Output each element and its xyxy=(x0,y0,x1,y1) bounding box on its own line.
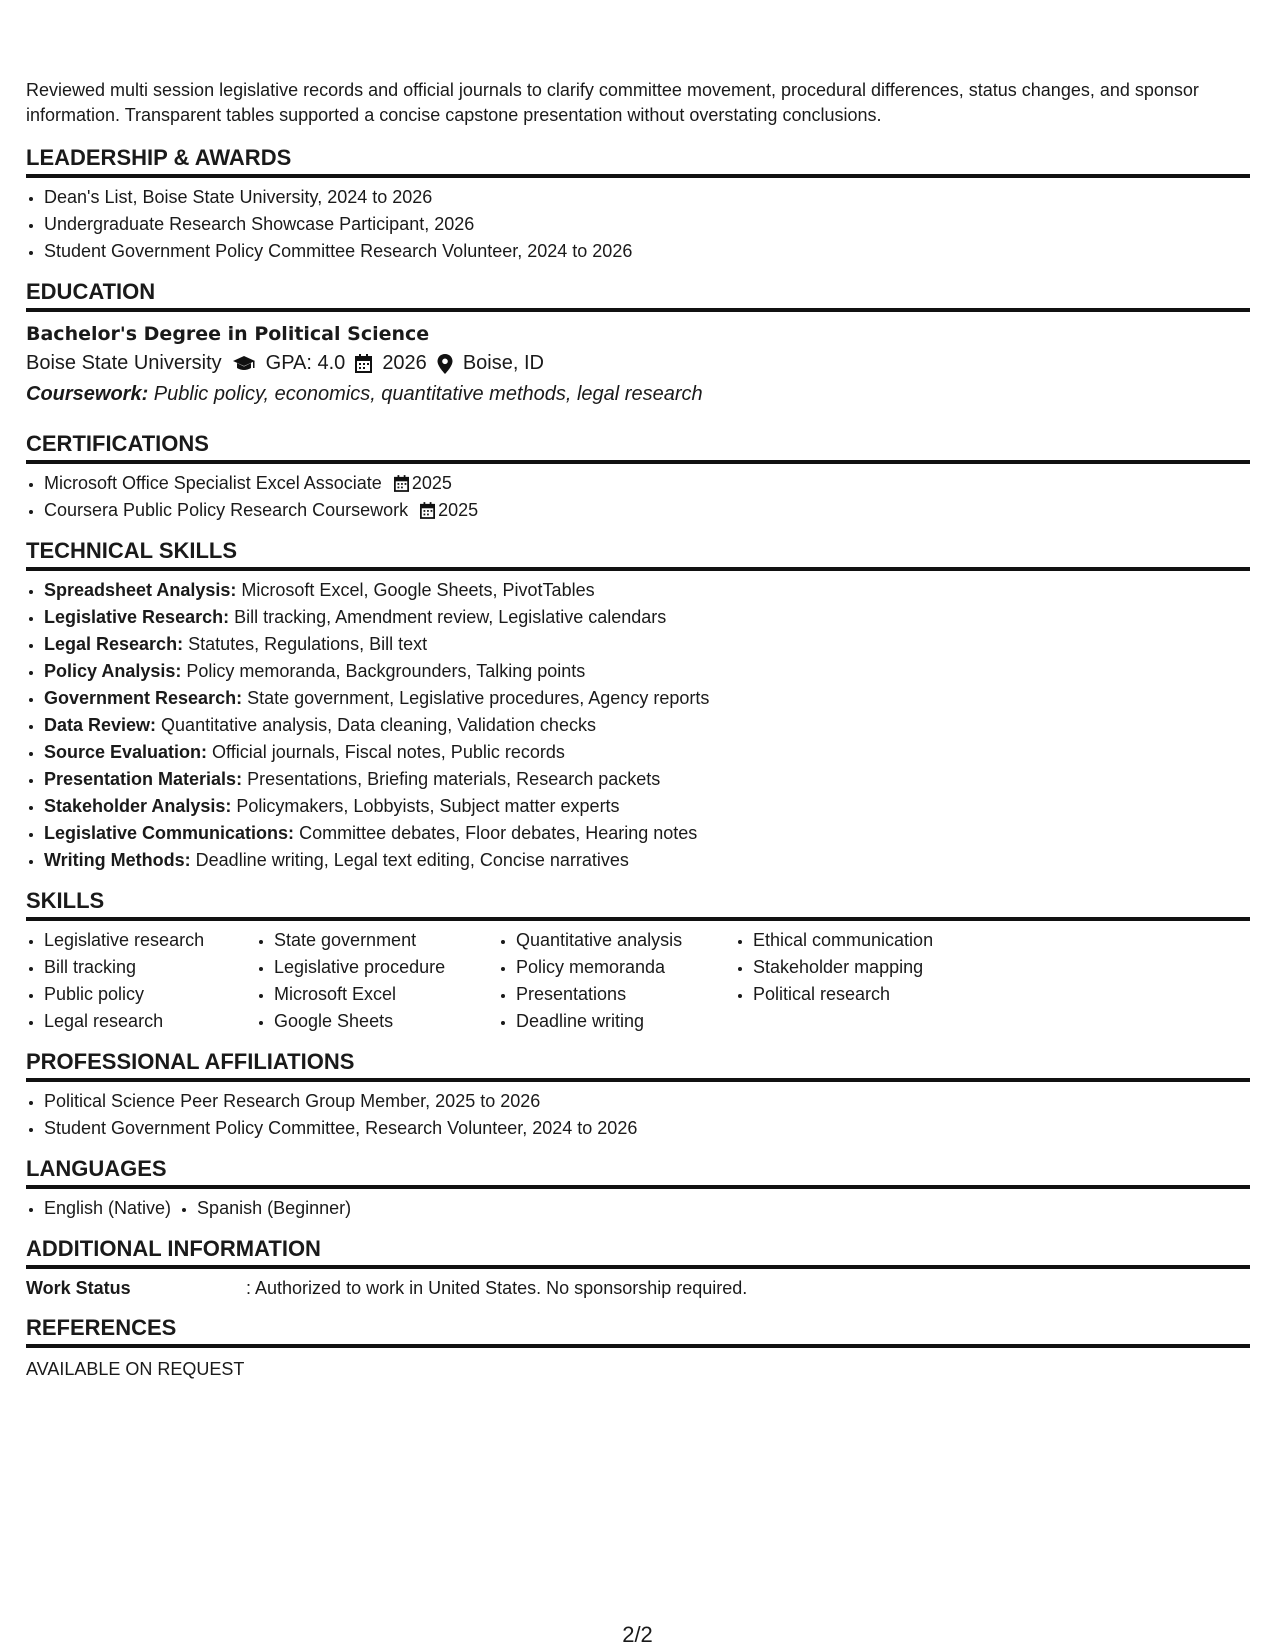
cert-name: • Coursera Public Policy Research Coursework xyxy=(44,500,409,520)
list-item: • Student Government Policy Committee Research Volunteer, 2024 to 2026 xyxy=(44,238,1250,265)
skill-values: Committee debates, Floor debates, Hearing notes xyxy=(294,823,698,843)
section-title: LEADERSHIP & AWARDS xyxy=(26,144,1250,178)
list-item xyxy=(44,470,1250,497)
list-item xyxy=(44,604,1250,631)
languages-section xyxy=(26,1155,1250,1222)
certifications-list xyxy=(26,470,1250,524)
section-title: REFERENCES xyxy=(26,1314,1250,1348)
list-item: • Undergraduate Research Showcase Participant, 2026 xyxy=(44,211,1250,238)
list-item: • Microsoft Excel xyxy=(274,981,498,1008)
list-item: • Spanish (Beginner) xyxy=(197,1195,351,1222)
skill-values: State government, Legislative procedures, Agency reports xyxy=(242,688,710,708)
skill-category: Legal Research: xyxy=(44,634,184,654)
resume-page xyxy=(26,78,1250,1395)
skill-category: Spreadsheet Analysis: xyxy=(44,580,237,600)
work-status-label: Work Status xyxy=(26,1278,131,1298)
list-item: • Political Science Peer Research Group Member, 2025 to 2026 xyxy=(44,1088,1250,1115)
list-item: • Presentations xyxy=(516,981,735,1008)
list-item: • Student Government Policy Committee, Research Volunteer, 2024 to 2026 xyxy=(44,1115,1250,1142)
school-name: Boise State University xyxy=(26,352,222,374)
location: Boise, ID xyxy=(462,352,544,374)
project-description: Reviewed multi session legislative records and official journals to clarify committee movement, procedural differences, status changes, and sponsor information. Transparent tables supported a concise capstone presentation without overstating conclusions. xyxy=(26,80,1199,125)
list-item xyxy=(44,685,1250,712)
section-title: EDUCATION xyxy=(26,278,1250,312)
list-item: • Policy memoranda xyxy=(516,954,735,981)
calendar-icon xyxy=(355,354,372,373)
skill-values: Quantitative analysis, Data cleaning, Validation checks xyxy=(156,715,596,735)
list-item xyxy=(44,766,1250,793)
list-item xyxy=(44,712,1250,739)
list-item: • Political research xyxy=(753,981,1013,1008)
section-title: CERTIFICATIONS xyxy=(26,430,1250,464)
skill-values: Presentations, Briefing materials, Research packets xyxy=(242,769,661,789)
list-item xyxy=(44,820,1250,847)
affiliations-list xyxy=(26,1088,1250,1142)
education-section xyxy=(26,278,1250,410)
coursework xyxy=(26,379,1250,410)
degree-title: Bachelor's Degree in Political Science xyxy=(26,323,430,345)
list-item xyxy=(44,739,1250,766)
skill-category: Writing Methods: xyxy=(44,850,191,870)
skills-column xyxy=(256,927,498,1035)
technical-skills-list xyxy=(26,577,1250,874)
list-item: • Stakeholder mapping xyxy=(753,954,1013,981)
list-item xyxy=(44,793,1250,820)
skills-grid xyxy=(26,927,1250,1035)
cert-name: • Microsoft Office Specialist Excel Associate xyxy=(44,473,382,493)
list-item: • Ethical communication xyxy=(753,927,1013,954)
list-item: • Dean's List, Boise State University, 2024 to 2026 xyxy=(44,184,1250,211)
list-item: • State government xyxy=(274,927,498,954)
affiliations-section xyxy=(26,1048,1250,1142)
list-item: • Legislative procedure xyxy=(274,954,498,981)
section-title: PROFESSIONAL AFFILIATIONS xyxy=(26,1048,1250,1082)
list-item xyxy=(44,631,1250,658)
technical-skills-section xyxy=(26,537,1250,874)
skills-section xyxy=(26,887,1250,1035)
references-section xyxy=(26,1314,1250,1382)
additional-info-section xyxy=(26,1235,1250,1301)
gpa: GPA: 4.0 xyxy=(265,352,346,374)
list-item: • Public policy xyxy=(44,981,256,1008)
list-item: • Bill tracking xyxy=(44,954,256,981)
languages-list xyxy=(26,1195,1250,1222)
section-title: TECHNICAL SKILLS xyxy=(26,537,1250,571)
list-item xyxy=(44,577,1250,604)
section-title: LANGUAGES xyxy=(26,1155,1250,1189)
page-indicator: 2/2 xyxy=(622,1622,653,1647)
list-item: • Legislative research xyxy=(44,927,256,954)
references-text: AVAILABLE ON REQUEST xyxy=(26,1359,245,1379)
cert-year: 2025 xyxy=(411,473,452,493)
list-item: • Deadline writing xyxy=(516,1008,735,1035)
coursework-label: Coursework: xyxy=(26,383,149,405)
list-item xyxy=(44,847,1250,874)
list-item: • Google Sheets xyxy=(274,1008,498,1035)
list-item xyxy=(44,497,1250,524)
leadership-list xyxy=(26,184,1250,265)
graduation-cap-icon xyxy=(232,355,256,373)
skill-values: Policy memoranda, Backgrounders, Talking points xyxy=(181,661,586,681)
map-pin-icon xyxy=(437,354,453,374)
degree-details xyxy=(26,348,1250,379)
list-item: • Quantitative analysis xyxy=(516,927,735,954)
skill-category: Legislative Communications: xyxy=(44,823,295,843)
skill-category: Presentation Materials: xyxy=(44,769,243,789)
skill-category: Policy Analysis: xyxy=(44,661,182,681)
skill-values: Policymakers, Lobbyists, Subject matter experts xyxy=(231,796,620,816)
skills-column xyxy=(735,927,1013,1035)
calendar-icon xyxy=(394,475,409,492)
skill-values: Deadline writing, Legal text editing, Concise narratives xyxy=(190,850,629,870)
work-status-row xyxy=(26,1276,1250,1301)
calendar-icon xyxy=(420,502,435,519)
cert-year: 2025 xyxy=(438,500,479,520)
skill-values: Statutes, Regulations, Bill text xyxy=(183,634,428,654)
section-title: ADDITIONAL INFORMATION xyxy=(26,1235,1250,1269)
graduation-year: 2026 xyxy=(382,352,427,374)
list-item: • Legal research xyxy=(44,1008,256,1035)
section-title: SKILLS xyxy=(26,887,1250,921)
skill-category: Government Research: xyxy=(44,688,243,708)
list-item: • English (Native) xyxy=(44,1195,171,1222)
skill-category: Stakeholder Analysis: xyxy=(44,796,232,816)
skill-values: Microsoft Excel, Google Sheets, PivotTables xyxy=(236,580,595,600)
skill-category: Legislative Research: xyxy=(44,607,230,627)
list-item xyxy=(44,658,1250,685)
skill-category: Data Review: xyxy=(44,715,157,735)
skill-values: Official journals, Fiscal notes, Public records xyxy=(207,742,565,762)
skills-column xyxy=(498,927,735,1035)
skill-values: Bill tracking, Amendment review, Legislative calendars xyxy=(229,607,667,627)
skill-category: Source Evaluation: xyxy=(44,742,208,762)
skills-column xyxy=(26,927,256,1035)
coursework-value: Public policy, economics, quantitative methods, legal research xyxy=(148,383,703,405)
leadership-section xyxy=(26,144,1250,265)
work-status-value: : Authorized to work in United States. No sponsorship required. xyxy=(246,1278,748,1298)
certifications-section xyxy=(26,430,1250,524)
